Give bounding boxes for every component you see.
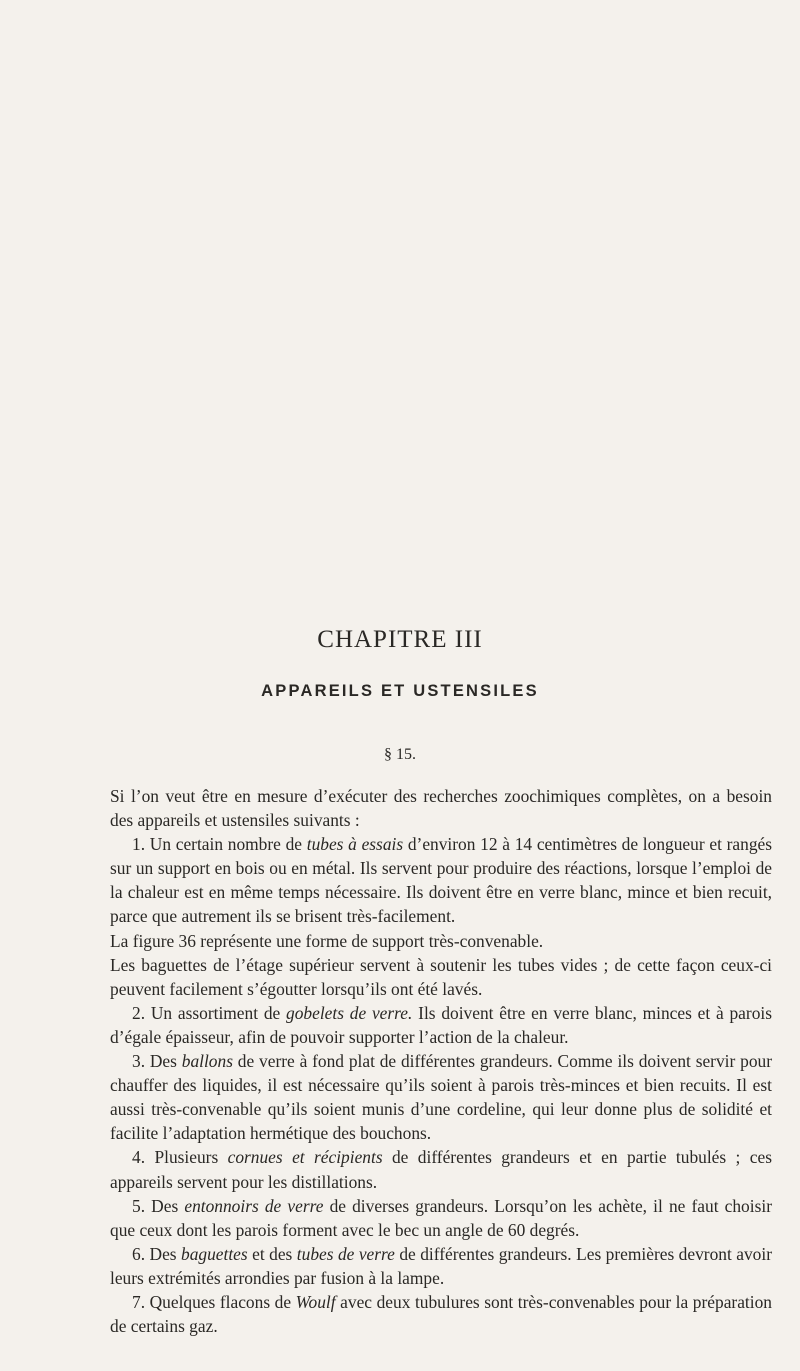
chapter-subtitle: APPAREILS ET USTENSILES (261, 682, 539, 700)
item-number: 6. (132, 1243, 146, 1264)
baguettes-paragraph: Les baguettes de l’étage supérieur servent à soutenir les tubes vides ; de cette façon ceux-ci peuvent facilement s’égoutter lorsqu’ils ont été lavés. (110, 954, 772, 999)
chapter-title: CHAPITRE III (317, 626, 483, 653)
item-term: tubes à essais (306, 834, 404, 855)
item-number: 1. (132, 834, 146, 855)
item-number: 7. (132, 1291, 146, 1312)
item-number: 2. (132, 1002, 146, 1023)
body-text (110, 784, 772, 1338)
item-term-2: tubes de verre (296, 1243, 395, 1264)
item-number: 5. (132, 1195, 146, 1216)
list-item-7: 7. Quelques flacons de Woulf avec deux tubulures sont très-convenables pour la préparation de certains gaz. (110, 1291, 772, 1337)
figure-reference-paragraph: La figure 36 représente une forme de support très-convenable. (110, 930, 544, 951)
item-number: 4. (132, 1147, 146, 1168)
item-term: baguettes (181, 1243, 248, 1264)
list-item-5: 5. Des entonnoirs de verre de diverses grandeurs. Lorsqu’on les achète, il ne faut choisir que ceux dont les parois forment avec le bec un angle de 60 degrés. (110, 1195, 772, 1240)
list-item-1: 1. Un certain nombre de tubes à essais d’environ 12 à 14 centimètres de longueur et rangés sur un support en bois ou en métal. Ils servent pour produire des réactions, lorsque l’emploi de la chaleur est en même temps nécessaire. Ils doivent être en verre blanc, mince et bien recuit, parce que autrement ils se brisent très-facilement. (110, 834, 772, 927)
section-number: § 15. (384, 746, 416, 763)
list-item-4: 4. Plusieurs cornues et récipients de différentes grandeurs et en partie tubulés ; ces appareils servent pour les distillations. (110, 1147, 772, 1192)
item-term: cornues et récipients (227, 1147, 383, 1168)
list-item-6: 6. Des baguettes et des tubes de verre de différentes grandeurs. Les premières devront avoir leurs extrémités arrondies par fusion à la lampe. (110, 1243, 772, 1288)
item-term: ballons (181, 1051, 233, 1072)
item-term: Woulf (295, 1291, 336, 1312)
list-item-2: 2. Un assortiment de gobelets de verre. Ils doivent être en verre blanc, minces et à parois d’égale épaisseur, afin de pouvoir supporter l’action de la chaleur. (110, 1002, 772, 1047)
item-number: 3. (132, 1051, 146, 1072)
item-term: entonnoirs de verre (184, 1195, 324, 1216)
list-item-3: 3. Des ballons de verre à fond plat de différentes grandeurs. Comme ils doivent servir pour chauffer des liquides, il est nécessaire qu’ils soient à parois très-minces et bien recuits. Il est aussi très-convenable qu’ils soient munis d’une cordeline, qui leur donne plus de solidité et facilite l’adaptation hermétique des bouchons. (110, 1051, 772, 1144)
item-term: gobelets de verre. (286, 1002, 413, 1023)
intro-paragraph: Si l’on veut être en mesure d’exécuter des recherches zoochimiques complètes, on a besoin des appareils et ustensiles suivants : (110, 786, 772, 831)
